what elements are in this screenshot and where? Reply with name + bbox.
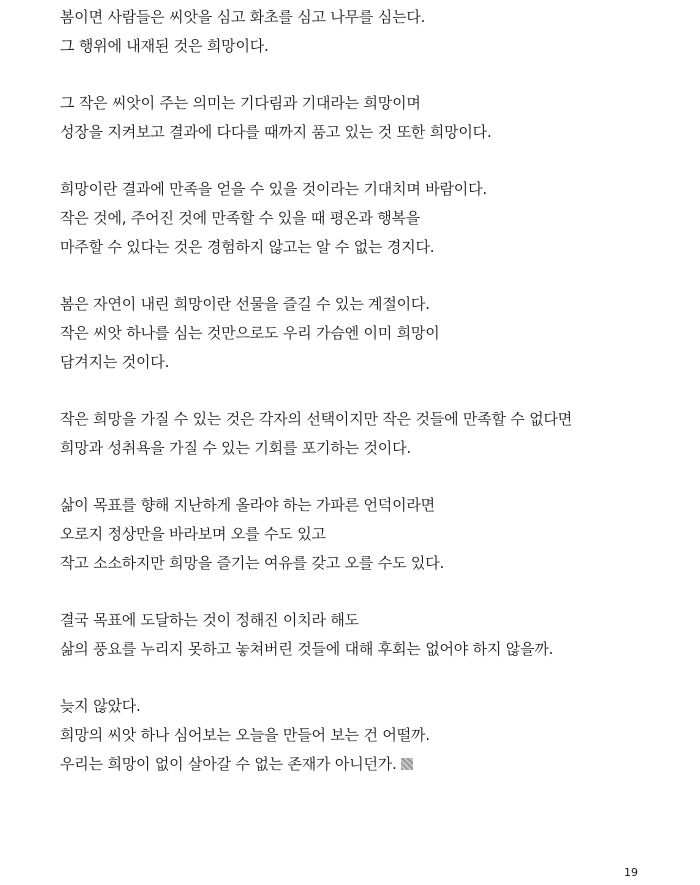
- text-line: 삶이 목표를 향해 지난하게 올라야 하는 가파른 언덕이라면: [60, 496, 435, 514]
- text-line: 희망의 씨앗 하나 심어보는 오늘을 만들어 보는 건 어떨까.: [60, 726, 430, 744]
- paragraph-8: [60, 692, 680, 779]
- text-line: 봄이면 사람들은 씨앗을 심고 화초를 심고 나무를 심는다.: [60, 8, 426, 26]
- text-line: 희망이란 결과에 만족을 얻을 수 있을 것이라는 기대치며 바람이다.: [60, 180, 487, 198]
- text-line: 희망과 성취욕을 가질 수 있는 기회를 포기하는 것이다.: [60, 439, 411, 457]
- paragraph-5: [60, 405, 680, 463]
- last-text-line: [60, 750, 680, 779]
- text-line: 성장을 지켜보고 결과에 다다를 때까지 품고 있는 것 또한 희망이다.: [60, 123, 492, 141]
- text-line: 작은 희망을 가질 수 있는 것은 각자의 선택이지만 작은 것들에 만족할 수 없다면: [60, 410, 573, 428]
- text-line: 마주할 수 있다는 것은 경험하지 않고는 알 수 없는 경지다.: [60, 238, 435, 256]
- paragraph-4: [60, 290, 680, 377]
- paragraph-7: [60, 606, 680, 664]
- paragraph-1: [60, 3, 680, 61]
- text-line: 작은 씨앗 하나를 심는 것만으로도 우리 가슴엔 이미 희망이: [60, 324, 440, 342]
- page-number: 19: [624, 866, 638, 879]
- end-mark-icon: [401, 758, 413, 770]
- text-line: 작고 소소하지만 희망을 즐기는 여유를 갖고 오를 수도 있다.: [60, 554, 445, 572]
- text-line: 오로지 정상만을 바라보며 오를 수도 있고: [60, 525, 326, 543]
- text-line: 결국 목표에 도달하는 것이 정해진 이치라 해도: [60, 611, 359, 629]
- paragraph-2: [60, 89, 680, 147]
- text-line: 삶의 풍요를 누리지 못하고 놓쳐버린 것들에 대해 후회는 없어야 하지 않을까.: [60, 640, 554, 658]
- text-line: 늦지 않았다.: [60, 697, 141, 715]
- text-line: 담겨지는 것이다.: [60, 353, 170, 371]
- essay-body: [60, 3, 680, 779]
- text-line: 작은 것에, 주어진 것에 만족할 수 있을 때 평온과 행복을: [60, 209, 421, 227]
- text-line: 봄은 자연이 내린 희망이란 선물을 즐길 수 있는 계절이다.: [60, 295, 430, 313]
- text-line: 우리는 희망이 없이 살아갈 수 없는 존재가 아니던가.: [60, 755, 397, 773]
- paragraph-6: [60, 491, 680, 578]
- text-line: 그 작은 씨앗이 주는 의미는 기다림과 기대라는 희망이며: [60, 94, 421, 112]
- text-line: 그 행위에 내재된 것은 희망이다.: [60, 37, 269, 55]
- paragraph-3: [60, 175, 680, 262]
